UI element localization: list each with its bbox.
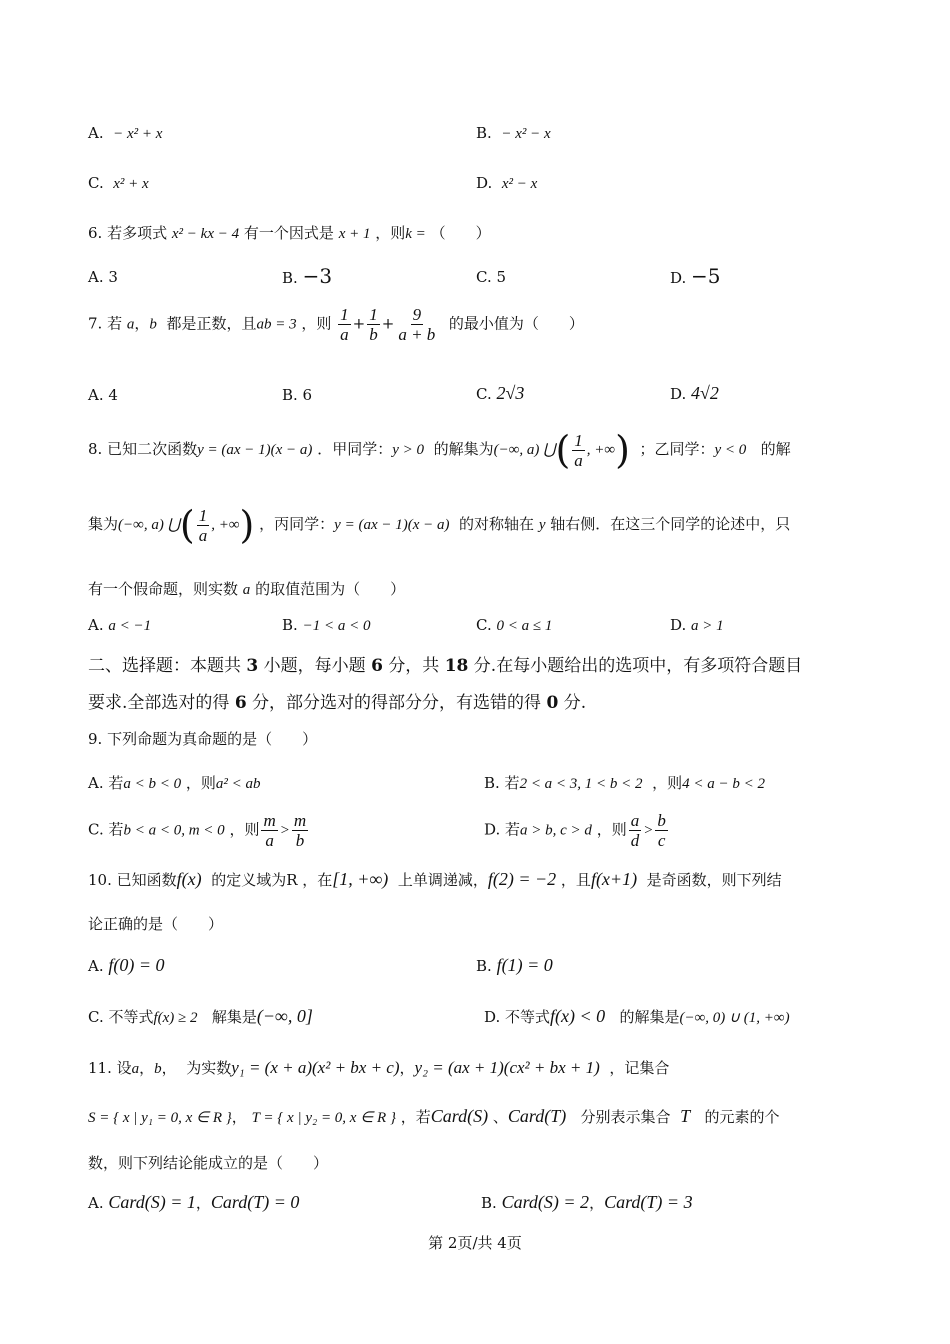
- q8-option-b: B. −1 < a < 0: [282, 616, 371, 634]
- q9-option-d: D. 若a > b, c > d ，则 $\frac{a}{d}$ > $\frac{b}{c}$: [484, 811, 666, 850]
- q10-stem-line1: 10. 已知函数f(x) 的定义域为R ，在[1, +∞) 上单调递减，f(2) = −2 ，且f(x+1) 是奇函数，则下列结: [88, 869, 782, 889]
- q5-option-b: B. − x² − x: [476, 124, 551, 142]
- q8-stem-line1: 8. 已知二次函数y = (ax − 1)(x − a) ．甲同学：y > 0 的解集为(−∞, a) ⋃( $\frac{1}{a}$ , +∞) ；乙同学：y < 0 的解: [88, 428, 791, 472]
- page-footer: 第 2页/共 4页: [428, 1234, 522, 1252]
- q10-option-b: B. f(1) = 0: [476, 955, 553, 975]
- q5-option-d-expr: x² − x: [501, 176, 538, 192]
- q6-stem: 6. 若多项式 x² − kx − 4 有一个因式是 x + 1 ，则k = （ ）: [88, 224, 491, 242]
- q5-option-b-expr: − x² − x: [501, 126, 551, 142]
- q9-option-a: A. 若a < b < 0 ，则a² < ab: [88, 774, 261, 792]
- q10-option-a: A. f(0) = 0: [88, 955, 165, 975]
- section2-heading-line1: 二、选择题：本题共 3 小题，每小题 6 分，共 18 分.在每小题给出的选项中，有多项符合题目: [88, 656, 803, 676]
- q11-option-b: B. Card(S) = 2，Card(T) = 3: [481, 1192, 693, 1212]
- q9-stem: 9. 下列命题为真命题的是（ ）: [88, 730, 318, 748]
- q5-option-c: C. x² + x: [88, 174, 149, 192]
- q10-stem-line2: 论正确的是（ ）: [88, 915, 224, 933]
- q5-option-c-expr: x² + x: [113, 176, 149, 192]
- q7-option-c: C. 2√3: [476, 383, 525, 403]
- q11-stem-line1: 11. 设a，b， 为实数y₁ = (x + a)(x² + bx + c)，y₂ = (ax + 1)(cx² + bx + 1) ，记集合: [88, 1058, 670, 1077]
- q8-stem-line2: 集为(−∞, a) ⋃( $\frac{1}{a}$ , +∞) ，丙同学：y = (ax − 1)(x − a) 的对称轴在 y 轴右侧．在这三个同学的论述中，只: [88, 503, 791, 547]
- q6-option-a: A. 3: [88, 268, 118, 286]
- q11-y1: y₁ = (x + a)(x² + bx + c): [231, 1058, 400, 1077]
- q8-option-d: D. a > 1: [670, 616, 724, 634]
- q8-option-a: A. a < −1: [88, 616, 152, 634]
- q6-option-b: B. −3: [282, 264, 333, 288]
- q6-poly: x² − kx − 4: [171, 226, 240, 242]
- q7-option-d: D. 4√2: [670, 383, 719, 403]
- q7-stem: 7. 若 a，b 都是正数，且ab = 3 ，则 $\frac{1}{a}$ + $\frac{1}{b}$ + $\frac{9}{a + b}$ 的最小值为（ ）: [88, 305, 584, 344]
- q7-option-b: B. 6: [282, 386, 313, 404]
- q8-function: y = (ax − 1)(x − a): [197, 442, 313, 458]
- q7-frac-1a: $\frac{1}{a}$: [340, 305, 349, 344]
- q8-option-c: C. 0 < a ≤ 1: [476, 616, 553, 634]
- q7-option-a: A. 4: [88, 386, 118, 404]
- q7-frac-1b: $\frac{1}{b}$: [369, 305, 378, 344]
- q7-frac-9ab: $\frac{9}{a + b}$: [398, 305, 436, 344]
- q5-option-a-expr: − x² + x: [113, 126, 163, 142]
- q8-stem-line3: 有一个假命题，则实数 a 的取值范围为（ ）: [88, 580, 406, 598]
- q11-option-a: A. Card(S) = 1，Card(T) = 0: [88, 1192, 300, 1212]
- q6-option-d: D. −5: [670, 264, 721, 288]
- section2-heading-line2: 要求.全部选对的得 6 分，部分选对的得部分分，有选错的得 0 分.: [88, 693, 587, 713]
- q11-y2: y₂ = (ax + 1)(cx² + bx + 1): [414, 1058, 600, 1077]
- q6-factor: x + 1: [338, 226, 371, 242]
- q9-option-b: B. 若2 < a < 3, 1 < b < 2 ，则4 < a − b < 2: [484, 774, 765, 792]
- q6-option-c: C. 5: [476, 268, 507, 286]
- q11-set-t: T = { x | y₂ = 0, x ∈ R }: [251, 1110, 396, 1126]
- q11-stem-line2: S = { x | y₁ = 0, x ∈ R }， T = { x | y₂ = 0, x ∈ R } ，若Card(S) 、Card(T) 分别表示集合 T 的元素的个: [88, 1106, 780, 1126]
- q9-option-c: C. 若b < a < 0, m < 0 ，则 $\frac{m}{a}$ > $\frac{m}{b}$: [88, 811, 307, 850]
- q7-ab: ab = 3: [256, 316, 297, 333]
- q5-option-d: D. x² − x: [476, 174, 538, 192]
- q10-option-d: D. 不等式f(x) < 0 的解集是(−∞, 0) ∪ (1, +∞): [484, 1006, 790, 1026]
- q5-option-a: A. − x² + x: [88, 124, 163, 142]
- q11-stem-line3: 数，则下列结论能成立的是（ ）: [88, 1154, 329, 1172]
- q10-option-c: C. 不等式f(x) ≥ 2 解集是(−∞, 0]: [88, 1006, 313, 1026]
- q11-set-s: S = { x | y₁ = 0, x ∈ R }: [88, 1110, 232, 1126]
